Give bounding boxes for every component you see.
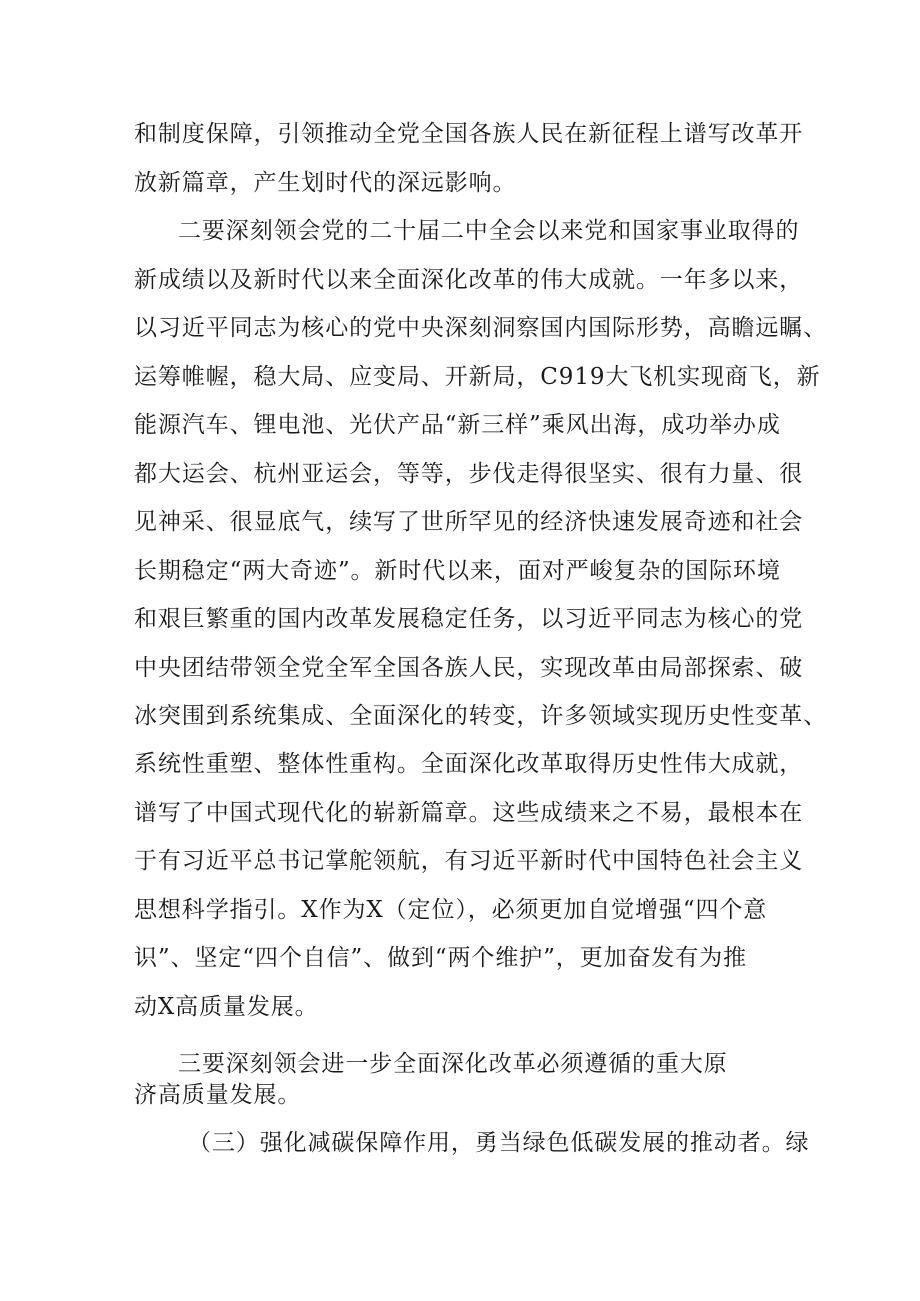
- text-line: 以习近平同志为核心的党中央深刻洞察国内国际形势，高瞻远瞩、: [134, 315, 828, 341]
- section-heading-line: （三）强化减碳保障作用，勇当绿色低碳发展的推动者。绿: [188, 1130, 810, 1156]
- text-line: 思想科学指引。X作为X（定位），必须更加自觉增强“四个意: [134, 897, 768, 923]
- text-line: 长期稳定“两大奇迹”。新时代以来，面对严峻复杂的国际环境: [134, 558, 781, 584]
- text-line: 见神采、很显底气，续写了世所罕见的经济快速发展奇迹和社会: [134, 509, 804, 535]
- paragraph-start-line: 三要深刻领会进一步全面深化改革必须遵循的重大原: [178, 1051, 728, 1077]
- paragraph-start-line: 二要深刻领会党的二十届二中全会以来党和国家事业取得的: [178, 218, 800, 244]
- text-line: 都大运会、杭州亚运会，等等，步伐走得很坚实、很有力量、很: [134, 461, 804, 487]
- text-line: 和制度保障，引领推动全党全国各族人民在新征程上谱写改革开: [134, 121, 804, 147]
- text-line: 动X高质量发展。: [134, 994, 319, 1020]
- text-line: 冰突围到系统集成、全面深化的转变，许多领域实现历史性变革、: [134, 703, 828, 729]
- text-line: 新成绩以及新时代以来全面深化改革的伟大成就。一年多以来，: [134, 267, 804, 293]
- text-line: 放新篇章，产生划时代的深远影响。: [134, 170, 517, 196]
- text-line: 和艰巨繁重的国内改革发展稳定任务，以习近平同志为核心的党: [134, 606, 804, 632]
- text-line: 谱写了中国式现代化的崭新篇章。这些成绩来之不易，最根本在: [134, 800, 804, 826]
- text-line: 运筹帷幄，稳大局、应变局、开新局，C919大飞机实现商飞，新: [134, 364, 821, 390]
- text-line: 识”、坚定“四个自信”、做到“两个维护”，更加奋发有为推: [134, 945, 747, 971]
- text-line: 能源汽车、锂电池、光伏产品“新三样”乘风出海，成功举办成: [134, 412, 781, 438]
- text-line: 济高质量发展。: [134, 1082, 302, 1108]
- text-line: 系统性重塑、整体性重构。全面深化改革取得历史性伟大成就，: [134, 751, 804, 777]
- text-line: 中央团结带领全党全军全国各族人民，实现改革由局部探索、破: [134, 655, 804, 681]
- text-line: 于有习近平总书记掌舵领航，有习近平新时代中国特色社会主义: [134, 848, 804, 874]
